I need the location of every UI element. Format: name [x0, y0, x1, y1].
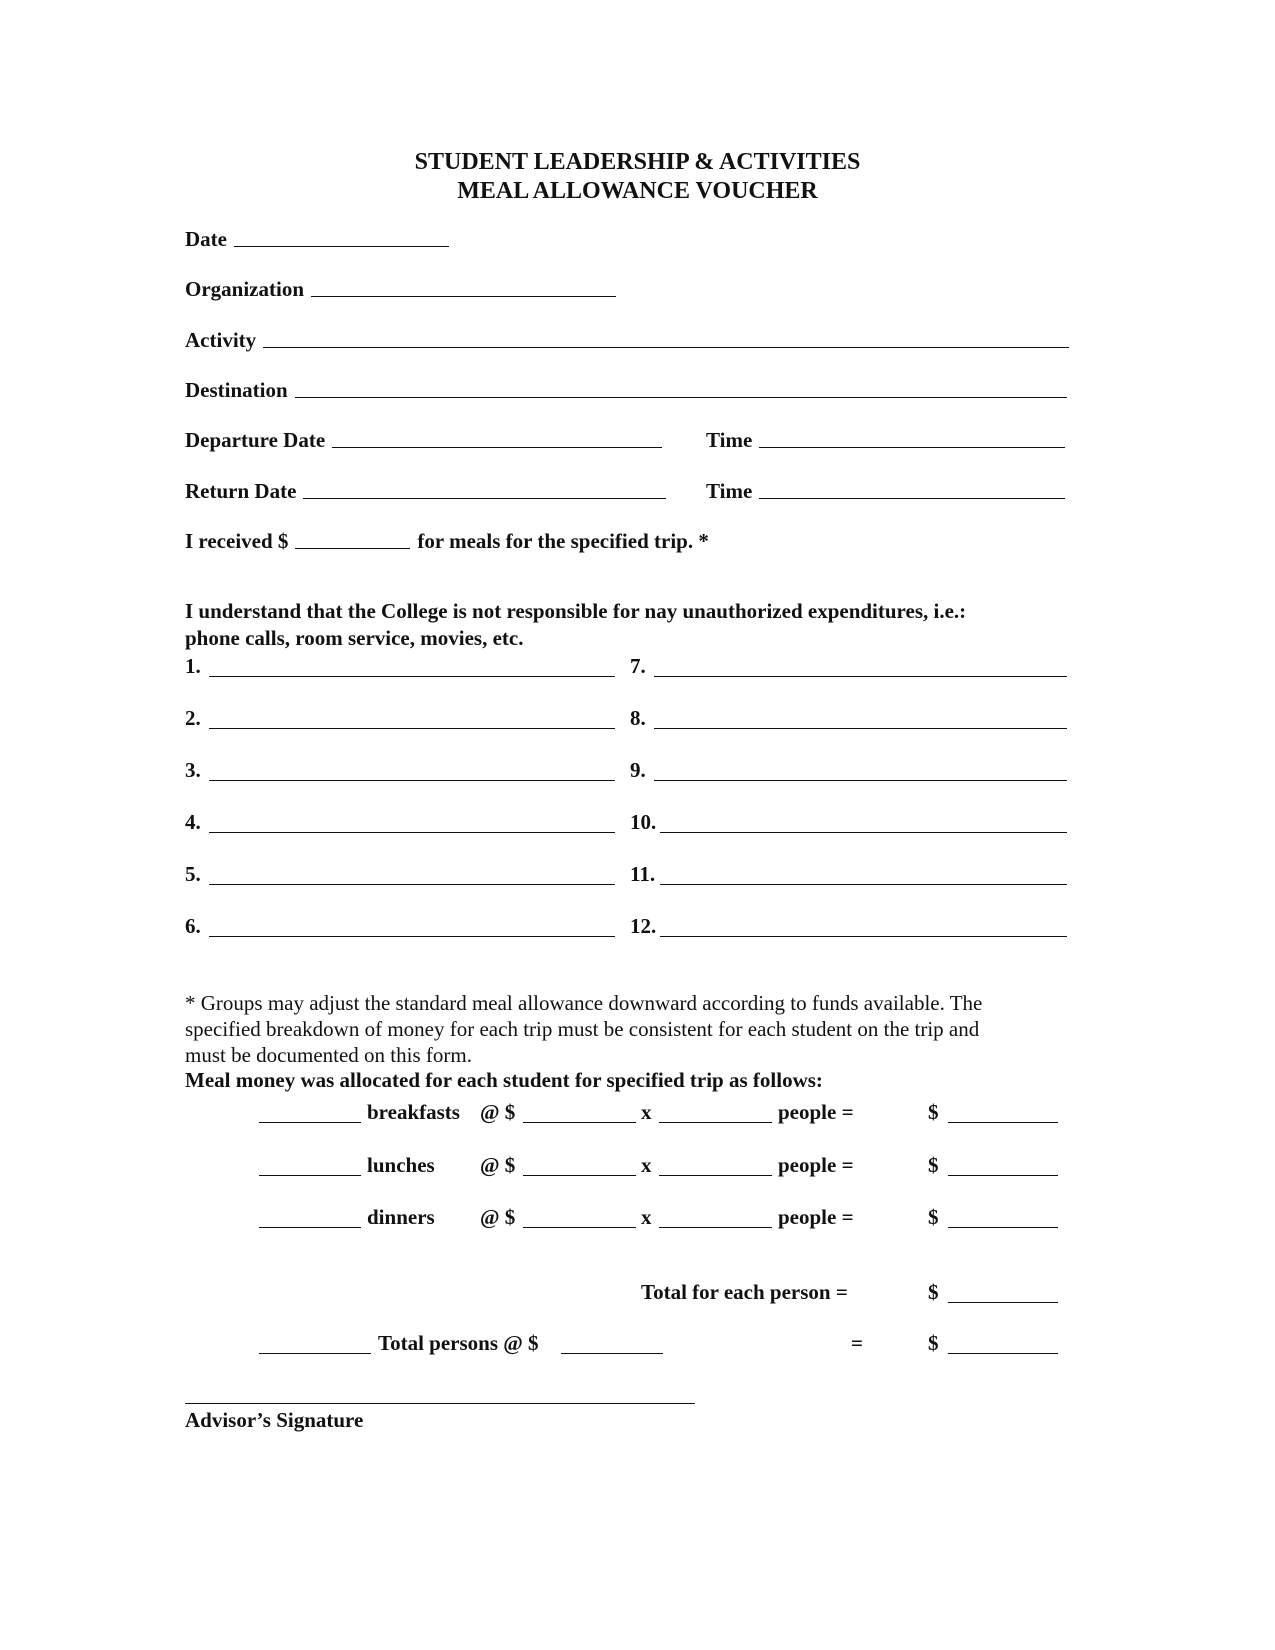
destination-field[interactable] [295, 396, 1067, 398]
signer-number: 7. [630, 654, 646, 678]
form-title-line2: MEAL ALLOWANCE VOUCHER [457, 178, 818, 204]
signer-number: 6. [185, 914, 201, 938]
signer-number: 12. [630, 914, 657, 938]
received-row [185, 529, 709, 553]
signer-line[interactable] [660, 936, 1067, 937]
total-persons-dollar: $ [928, 1331, 939, 1355]
signer-line[interactable] [654, 676, 1067, 677]
footnote-line2: specified breakdown of money for each trip must be consistent for each student on the trip and [185, 1017, 980, 1041]
meal-people-field[interactable] [659, 1227, 772, 1228]
signer-number: 2. [185, 706, 201, 730]
departure-time-row [706, 428, 1065, 452]
meal-times-sign: x [641, 1205, 652, 1229]
organization-label: Organization [185, 277, 304, 301]
statement-line2: phone calls, room service, movies, etc. [185, 626, 524, 650]
activity-field[interactable] [263, 346, 1069, 348]
signer-line[interactable] [660, 884, 1067, 885]
meal-rate-field[interactable] [523, 1227, 636, 1228]
signer-number: 8. [630, 706, 646, 730]
allocation-heading: Meal money was allocated for each student for specified trip as follows: [185, 1068, 823, 1092]
meal-type-label: breakfasts [367, 1100, 460, 1124]
meal-people-field[interactable] [659, 1175, 772, 1176]
statement-line1: I understand that the College is not responsible for nay unauthorized expenditures, i.e.: [185, 599, 967, 623]
total-persons-equals: = [851, 1331, 863, 1355]
total-each-field[interactable] [948, 1302, 1058, 1303]
total-persons-amount-field[interactable] [948, 1353, 1058, 1354]
departure-date-field[interactable] [332, 446, 662, 448]
signer-line[interactable] [654, 728, 1067, 729]
signer-line[interactable] [209, 676, 615, 677]
meal-type-label: dinners [367, 1205, 435, 1229]
date-label: Date [185, 227, 227, 251]
activity-label: Activity [185, 328, 257, 352]
signer-line[interactable] [660, 832, 1067, 833]
date-field[interactable] [234, 245, 449, 247]
meal-rate-prefix: @ $ [480, 1100, 516, 1124]
meal-dollar-sign: $ [928, 1205, 939, 1229]
return-time-field[interactable] [759, 497, 1065, 499]
meal-subtotal-field[interactable] [948, 1175, 1058, 1176]
departure-time-field[interactable] [759, 446, 1065, 448]
total-persons-label: Total persons @ $ [378, 1331, 539, 1355]
destination-label: Destination [185, 378, 288, 402]
meal-people-label: people = [778, 1153, 854, 1177]
total-each-label: Total for each person = [641, 1280, 848, 1304]
departure-time-label: Time [706, 428, 753, 452]
total-persons-rate-field[interactable] [561, 1353, 663, 1354]
meal-people-label: people = [778, 1100, 854, 1124]
meal-subtotal-field[interactable] [948, 1122, 1058, 1123]
meal-count-field[interactable] [259, 1122, 361, 1123]
meal-times-sign: x [641, 1153, 652, 1177]
total-persons-count-field[interactable] [259, 1353, 371, 1354]
signer-line[interactable] [209, 780, 615, 781]
meal-people-field[interactable] [659, 1122, 772, 1123]
meal-count-field[interactable] [259, 1175, 361, 1176]
meal-subtotal-field[interactable] [948, 1227, 1058, 1228]
advisor-signature-label: Advisor’s Signature [185, 1408, 364, 1432]
meal-people-label: people = [778, 1205, 854, 1229]
meal-count-field[interactable] [259, 1227, 361, 1228]
meal-dollar-sign: $ [928, 1153, 939, 1177]
signer-number: 5. [185, 862, 201, 886]
footnote-line3: must be documented on this form. [185, 1043, 472, 1067]
advisor-signature-line[interactable] [185, 1403, 695, 1404]
meal-rate-prefix: @ $ [480, 1153, 516, 1177]
signer-line[interactable] [209, 936, 615, 937]
return-date-label: Return Date [185, 479, 297, 503]
activity-row [185, 328, 1069, 352]
received-prefix: I received $ [185, 529, 289, 553]
signer-number: 9. [630, 758, 646, 782]
signer-line[interactable] [209, 884, 615, 885]
signer-line[interactable] [209, 728, 615, 729]
signer-number: 4. [185, 810, 201, 834]
meal-rate-field[interactable] [523, 1175, 636, 1176]
meal-rate-prefix: @ $ [480, 1205, 516, 1229]
total-each-dollar: $ [928, 1280, 939, 1304]
received-amount-field[interactable] [295, 547, 410, 549]
footnote-line1: * Groups may adjust the standard meal allowance downward according to funds available. The [185, 991, 983, 1015]
meal-type-label: lunches [367, 1153, 435, 1177]
signer-number: 3. [185, 758, 201, 782]
meal-times-sign: x [641, 1100, 652, 1124]
signer-line[interactable] [209, 832, 615, 833]
return-date-row [185, 479, 666, 503]
form-title-line1: STUDENT LEADERSHIP & ACTIVITIES [414, 149, 861, 175]
signer-line[interactable] [654, 780, 1067, 781]
signer-number: 10. [630, 810, 657, 834]
departure-date-label: Departure Date [185, 428, 326, 452]
meal-rate-field[interactable] [523, 1122, 636, 1123]
destination-row [185, 378, 1067, 402]
return-time-row [706, 479, 1065, 503]
signer-number: 11. [630, 862, 656, 886]
meal-dollar-sign: $ [928, 1100, 939, 1124]
departure-date-row [185, 428, 662, 452]
organization-field[interactable] [311, 295, 616, 297]
signer-number: 1. [185, 654, 201, 678]
organization-row [185, 277, 616, 301]
return-date-field[interactable] [303, 497, 666, 499]
return-time-label: Time [706, 479, 753, 503]
date-row [185, 227, 449, 251]
received-suffix: for meals for the specified trip. * [417, 529, 709, 553]
